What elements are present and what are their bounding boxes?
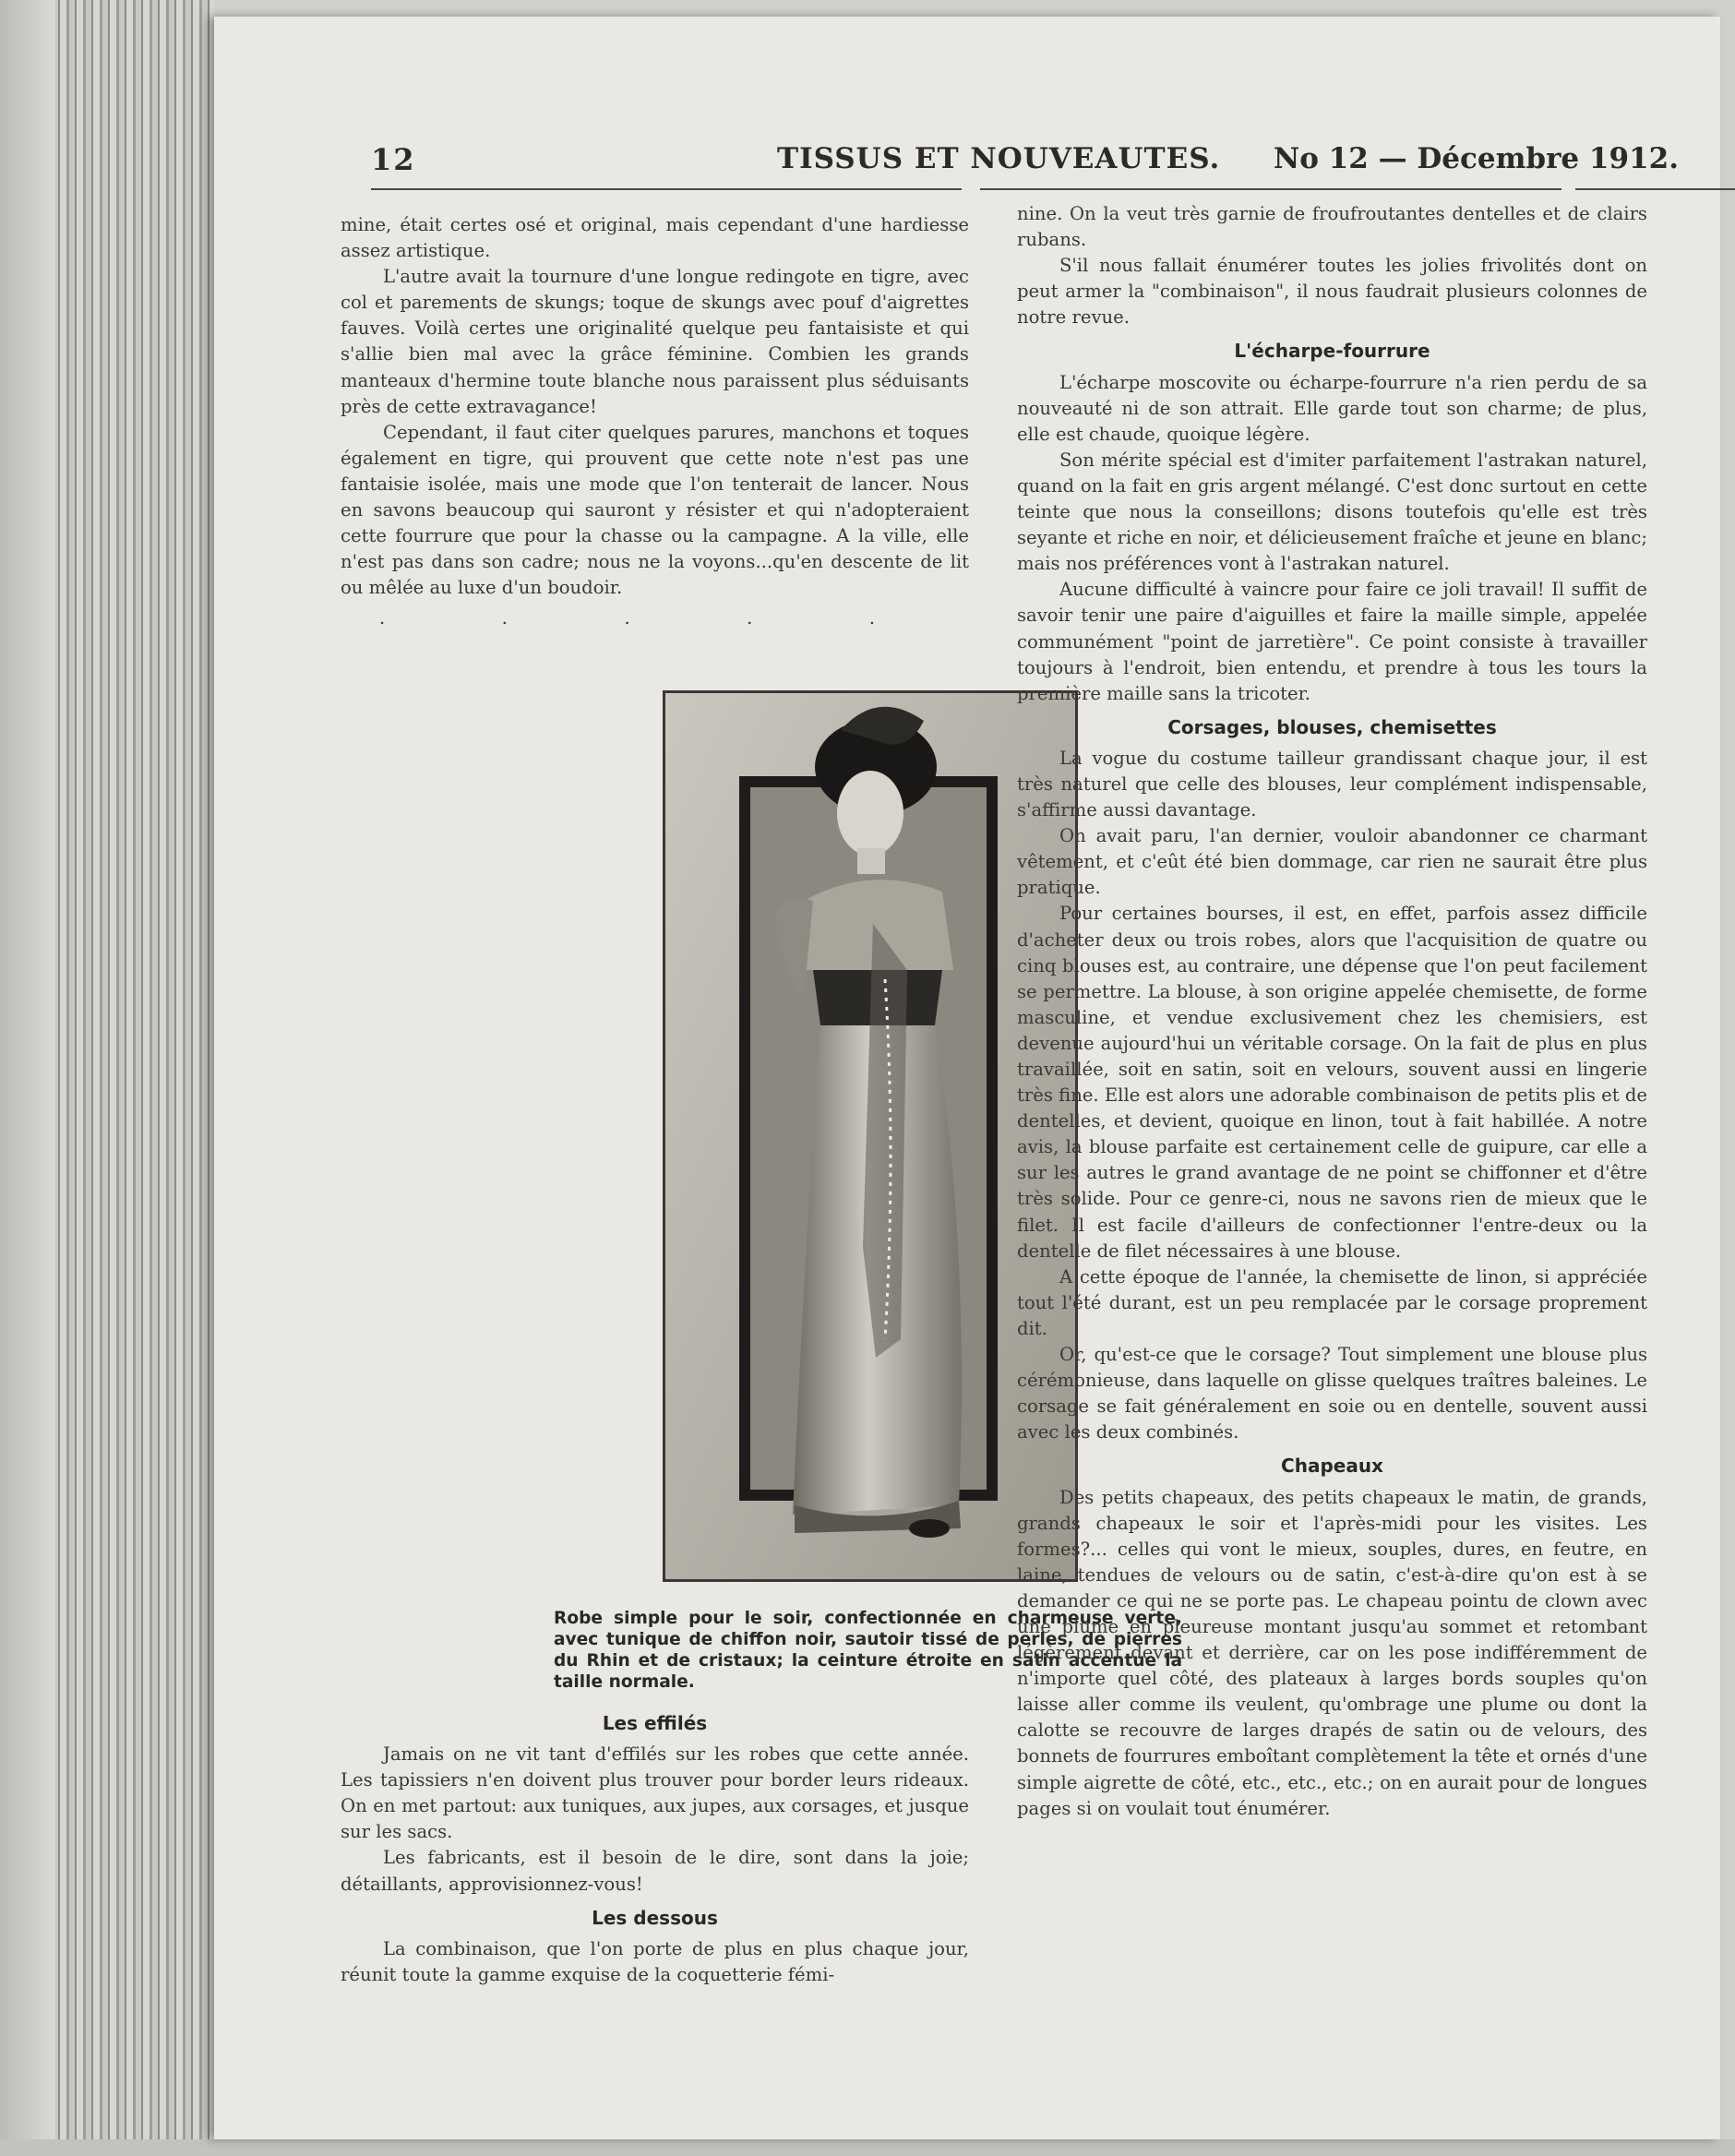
page-header	[371, 142, 1679, 179]
header-rule-middle	[980, 188, 1562, 190]
section-heading-chapeaux: Chapeaux	[1281, 1455, 1383, 1478]
left-column-bottom	[341, 1703, 969, 1988]
right-column	[1017, 201, 1647, 1822]
section-heading-effiles: Les effilés	[602, 1712, 708, 1734]
paragraph: Jamais on ne vit tant d'effilés sur les robes que cette année. Les tapissiers n'en doivent plus trouver pour border leurs rideaux. On en met partout: aux tuniques, aux jupes, aux corsages, et jusque sur les sacs.	[341, 1743, 969, 1843]
photo-caption: Robe simple pour le soir, confectionnée en charmeuse verte, avec tunique de chiffon noir, sautoir tissé de perles, de pierres du Rhin et de cristaux; la ceinture étroite en satin accentue la taille normale.	[554, 1609, 1182, 1692]
paragraph: Or, qu'est-ce que le corsage? Tout simplement une blouse plus cérémonieuse, dans laquelle on glisse quelques traîtres baleines. Le corsage se fait généralement en soie ou en dentelle, souvent aussi avec les deux combinés.	[1017, 1344, 1647, 1443]
paragraph: S'il nous fallait énumérer toutes les jolies frivolités dont on peut armer la "combinaison", il nous faudrait plusieurs colonnes de notre revue.	[1017, 255, 1647, 329]
running-title: TISSUS ET NOUVEAUTES.	[777, 142, 1221, 175]
paragraph: Cependant, il faut citer quelques parures, manchons et toques également en tigre, qui prouvent que cette note n'est pas une fantaisie isolée, mais une mode que l'on tenterait de lancer. Nous en savons beaucoup qui sauront y résister et qui n'adopteraient cette fourrure que pour la chasse ou la campagne. A la ville, elle n'est pas dans son cadre; nous ne la voyons...qu'en descente de lit ou mêlée au luxe d'un boudoir.	[341, 421, 969, 599]
paragraph: nine. On la veut très garnie de froufroutantes dentelles et de clairs rubans.	[1017, 203, 1647, 251]
fashion-photograph	[663, 690, 1078, 1582]
paragraph: Son mérite spécial est d'imiter parfaitement l'astrakan naturel, quand on la fait en gris argent mélangé. C'est donc surtout en cette teinte que nous la conseillons; disons toutefois qu'elle est très seyante et riche en noir, et délicieusement fraîche et jeune en blanc; mais nos préférences vont à l'astrakan naturel.	[1017, 449, 1647, 575]
paragraph: L'autre avait la tournure d'une longue redingote en tigre, avec col et parements de skungs; toque de skungs avec pouf d'aigrettes fauves. Voilà certes une originalité quelque peu fantaisiste et qui s'allie bien mal avec la grâce féminine. Combien les grands manteaux d'hermine toute blanche nous paraissent plus séduisants près de cette extravagance!	[341, 266, 969, 417]
paragraph: La combinaison, que l'on porte de plus en plus chaque jour, réunit toute la gamme exquise de la coquetterie fémi-	[341, 1937, 969, 1985]
page-number: 12	[371, 142, 416, 177]
issue-date: No 12 — Décembre 1912.	[1273, 142, 1679, 175]
paragraph: Aucune difficulté à vaincre pour faire ce joli travail! Il suffit de savoir tenir une paire d'aiguilles et faire la maille simple, appelée communément "point de jarretière". Ce point consiste à travailler toujours à l'endroit, bien entendu, et prendre à tous les tours la première maille sans la tricoter.	[1017, 579, 1647, 704]
paragraph: Pour certaines bourses, il est, en effet, parfois assez difficile d'acheter deux ou trois robes, alors que l'acquisition de quatre ou cinq blouses est, au contraire, une dépense que l'on peut facilement se permettre. La blouse, à son origine appelée chemisette, de forme masculine, et vendue exclusivement chez les chemisiers, est devenue aujourd'hui un véritable corsage. On la fait de plus en plus travaillée, soit en satin, soit en velours, souvent aussi en lingerie très fine. Elle est alors une adorable combinaison de petits plis et de dentelles, et devient, quoique en linon, tout à fait habillée. A notre avis, la blouse parfaite est certainement celle de guipure, car elle a sur les autres le grand avantage de ne point se chiffonner et d'être très solide. Pour ce genre-ci, nous ne savons rien de mieux que le filet. Il est facile d'ailleurs de confectionner l'entre-deux ou la dentelle de filet nécessaires à une blouse.	[1017, 903, 1647, 1262]
paragraph: Les fabricants, est il besoin de le dire, sont dans la joie; détaillants, approvisionnez-vous!	[341, 1847, 969, 1895]
paragraph: On avait paru, l'an dernier, vouloir abandonner ce charmant vêtement, et c'eût été bien dommage, car rien ne saurait être plus pratique.	[1017, 825, 1647, 899]
header-rule-left	[371, 188, 962, 190]
paragraph: Des petits chapeaux, des petits chapeaux le matin, de grands, grands chapeaux le soir et l'après-midi pour les visites. Les formes?... celles qui vont le mieux, souples, dures, en feutre, en laine, tendues de velours ou de satin, c'est-à-dire qu'on est à se demander ce qui ne se porte pas. Le chapeau pointu de clown avec une plume en pleureuse montant jusqu'au sommet et retombant légèrement devant et derrière, car on les pose indifféremment de n'importe quel côté, des plateaux à larges bords souples qu'on laisse aller comme ils veulent, qu'ombrage une plume ou dont la calotte se recouvre de larges drapés de satin ou de velours, des bonnets de fourrures emboîtant complètement la tête et ornés d'une simple aigrette de côté, etc., etc., etc.; on en aurait pour de longues pages si on voulait tout énumérer.	[1017, 1486, 1647, 1819]
section-heading-corsages: Corsages, blouses, chemisettes	[1167, 715, 1497, 738]
header-rule-right	[1575, 188, 1735, 190]
book-page-edges	[0, 0, 214, 2156]
magazine-page	[214, 17, 1720, 2139]
paragraph: A cette époque de l'année, la chemisette de linon, si appréciée tout l'été durant, est un peu remplacée par le corsage proprement dit.	[1017, 1265, 1647, 1339]
section-heading-dessous: Les dessous	[592, 1906, 718, 1929]
section-heading-echarpe: L'écharpe-fourrure	[1234, 340, 1430, 363]
woman-evening-dress-illustration	[665, 693, 1075, 1579]
scan-bottom-strip	[0, 2139, 1735, 2156]
paragraph: L'écharpe moscovite ou écharpe-fourrure n'a rien perdu de sa nouveauté ni de son attrait. Elle garde tout son charme; de plus, elle est chaude, quoique légère.	[1017, 371, 1647, 445]
left-column-top	[341, 212, 969, 631]
section-divider: . . . . .	[378, 606, 931, 629]
paragraph: mine, était certes osé et original, mais cependant d'une hardiesse assez artistique.	[341, 214, 969, 262]
paragraph: La vogue du costume tailleur grandissant chaque jour, il est très naturel que celle des blouses, leur complément indispensable, s'affirme aussi davantage.	[1017, 747, 1647, 821]
